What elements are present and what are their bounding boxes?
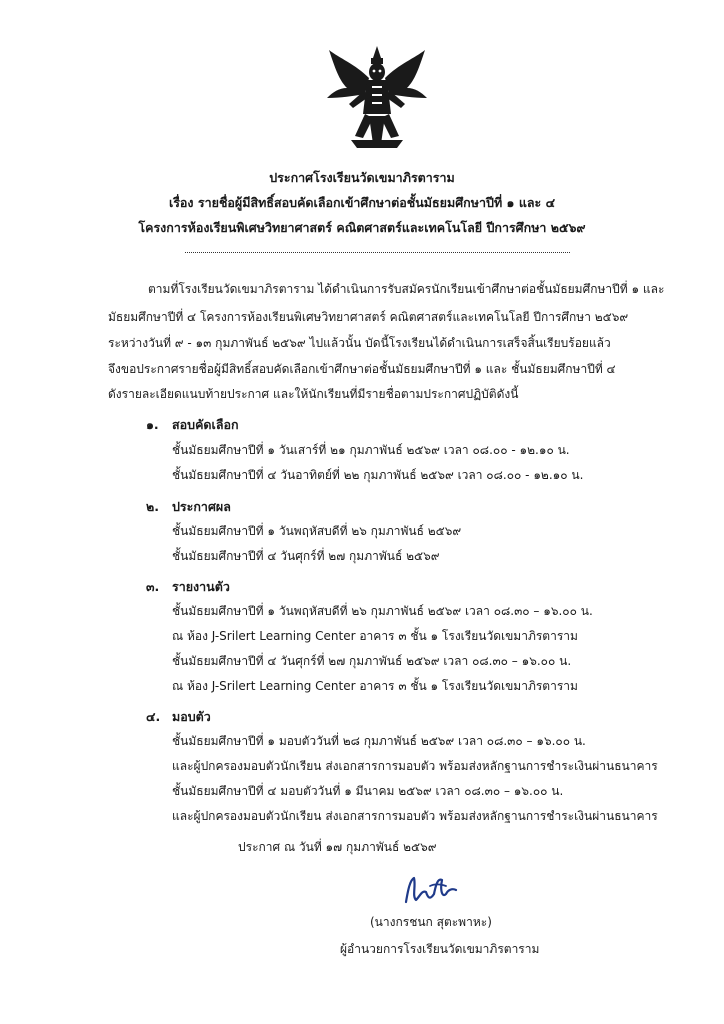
section-line: ชั้นมัธยมศึกษาปีที่ ๔ วันอาทิตย์ที่ ๒๒ กุมภาพันธ์ ๒๕๖๙ เวลา ๐๘.๐๐ - ๑๒.๑๐ น. (172, 468, 584, 482)
dotted-divider (185, 252, 570, 253)
garuda-emblem-icon (325, 44, 429, 150)
section-number: ๔. (146, 709, 161, 724)
section-title: รายงานตัว (172, 579, 230, 594)
section-line: ชั้นมัธยมศึกษาปีที่ ๔ วันศุกร์ที่ ๒๗ กุมภาพันธ์ ๒๕๖๙ เวลา ๐๘.๓๐ – ๑๖.๐๐ น. (172, 654, 572, 668)
section-title: ประกาศผล (172, 499, 231, 514)
announcement-subject: เรื่อง รายชื่อผู้มีสิทธิ์สอบคัดเลือกเข้าศึกษาต่อชั้นมัธยมศึกษาปีที่ ๑ และ ๔ (168, 195, 556, 210)
signer-name: (นางกรชนก สุตะพาหะ) (370, 915, 492, 929)
handwritten-signature (400, 872, 460, 908)
section-line: และผู้ปกครองมอบตัวนักเรียน ส่งเอกสารการมอบตัว พร้อมส่งหลักฐานการชำระเงินผ่านธนาคาร (172, 759, 658, 773)
announcement-date: ประกาศ ณ วันที่ ๑๗ กุมภาพันธ์ ๒๕๖๙ (238, 840, 437, 854)
intro-line: จึงขอประกาศรายชื่อผู้มีสิทธิ์สอบคัดเลือกเข้าศึกษาต่อชั้นมัธยมศึกษาปีที่ ๑ และ ชั้นมัธยมศึกษาปีที่ ๔ (108, 362, 616, 376)
section-line: และผู้ปกครองมอบตัวนักเรียน ส่งเอกสารการมอบตัว พร้อมส่งหลักฐานการชำระเงินผ่านธนาคาร (172, 809, 658, 823)
section-line: ชั้นมัธยมศึกษาปีที่ ๑ มอบตัววันที่ ๒๘ กุมภาพันธ์ ๒๕๖๙ เวลา ๐๘.๓๐ – ๑๖.๐๐ น. (172, 734, 586, 748)
section-title: มอบตัว (172, 709, 211, 724)
section-line: ณ ห้อง J-Srilert Learning Center อาคาร ๓ ชั้น ๑ โรงเรียนวัดเขมาภิรตาราม (172, 679, 578, 693)
section-number: ๑. (146, 417, 159, 432)
section-number: ๒. (146, 499, 159, 514)
signer-position: ผู้อำนวยการโรงเรียนวัดเขมาภิรตาราม (340, 942, 540, 956)
section-line: ชั้นมัธยมศึกษาปีที่ ๑ วันเสาร์ที่ ๒๑ กุมภาพันธ์ ๒๕๖๙ เวลา ๐๘.๐๐ - ๑๒.๑๐ น. (172, 443, 570, 457)
intro-line: ตามที่โรงเรียนวัดเขมาภิรตาราม ได้ดำเนินการรับสมัครนักเรียนเข้าศึกษาต่อชั้นมัธยมศึกษาปีที่ ๑ และ (148, 282, 665, 296)
section-line: ชั้นมัธยมศึกษาปีที่ ๔ วันศุกร์ที่ ๒๗ กุมภาพันธ์ ๒๕๖๙ (172, 549, 440, 563)
intro-line: มัธยมศึกษาปีที่ ๔ โครงการห้องเรียนพิเศษวิทยาศาสตร์ คณิตศาสตร์และเทคโนโลยี ปีการศึกษา ๒๕๖๙ (108, 310, 629, 324)
section-line: ณ ห้อง J-Srilert Learning Center อาคาร ๓ ชั้น ๑ โรงเรียนวัดเขมาภิรตาราม (172, 629, 578, 643)
section-title: สอบคัดเลือก (172, 417, 239, 432)
intro-line: ดังรายละเอียดแนบท้ายประกาศ และให้นักเรียนที่มีรายชื่อตามประกาศปฏิบัติดังนี้ (108, 387, 519, 401)
announcement-heading: ประกาศโรงเรียนวัดเขมาภิรตาราม (269, 170, 455, 185)
section-line: ชั้นมัธยมศึกษาปีที่ ๑ วันพฤหัสบดีที่ ๒๖ กุมภาพันธ์ ๒๕๖๙ เวลา ๐๘.๓๐ – ๑๖.๐๐ น. (172, 604, 593, 618)
section-number: ๓. (146, 579, 160, 594)
announcement-project: โครงการห้องเรียนพิเศษวิทยาศาสตร์ คณิตศาสตร์และเทคโนโลยี ปีการศึกษา ๒๕๖๙ (138, 220, 586, 235)
section-line: ชั้นมัธยมศึกษาปีที่ ๔ มอบตัววันที่ ๑ มีนาคม ๒๕๖๙ เวลา ๐๘.๓๐ – ๑๖.๐๐ น. (172, 784, 564, 798)
section-line: ชั้นมัธยมศึกษาปีที่ ๑ วันพฤหัสบดีที่ ๒๖ กุมภาพันธ์ ๒๕๖๙ (172, 524, 462, 538)
intro-line: ระหว่างวันที่ ๙ - ๑๓ กุมภาพันธ์ ๒๕๖๙ ไปแล้วนั้น บัดนี้โรงเรียนได้ดำเนินการเสร็จสิ้นเรียบร้อยแล้ว (108, 336, 611, 350)
